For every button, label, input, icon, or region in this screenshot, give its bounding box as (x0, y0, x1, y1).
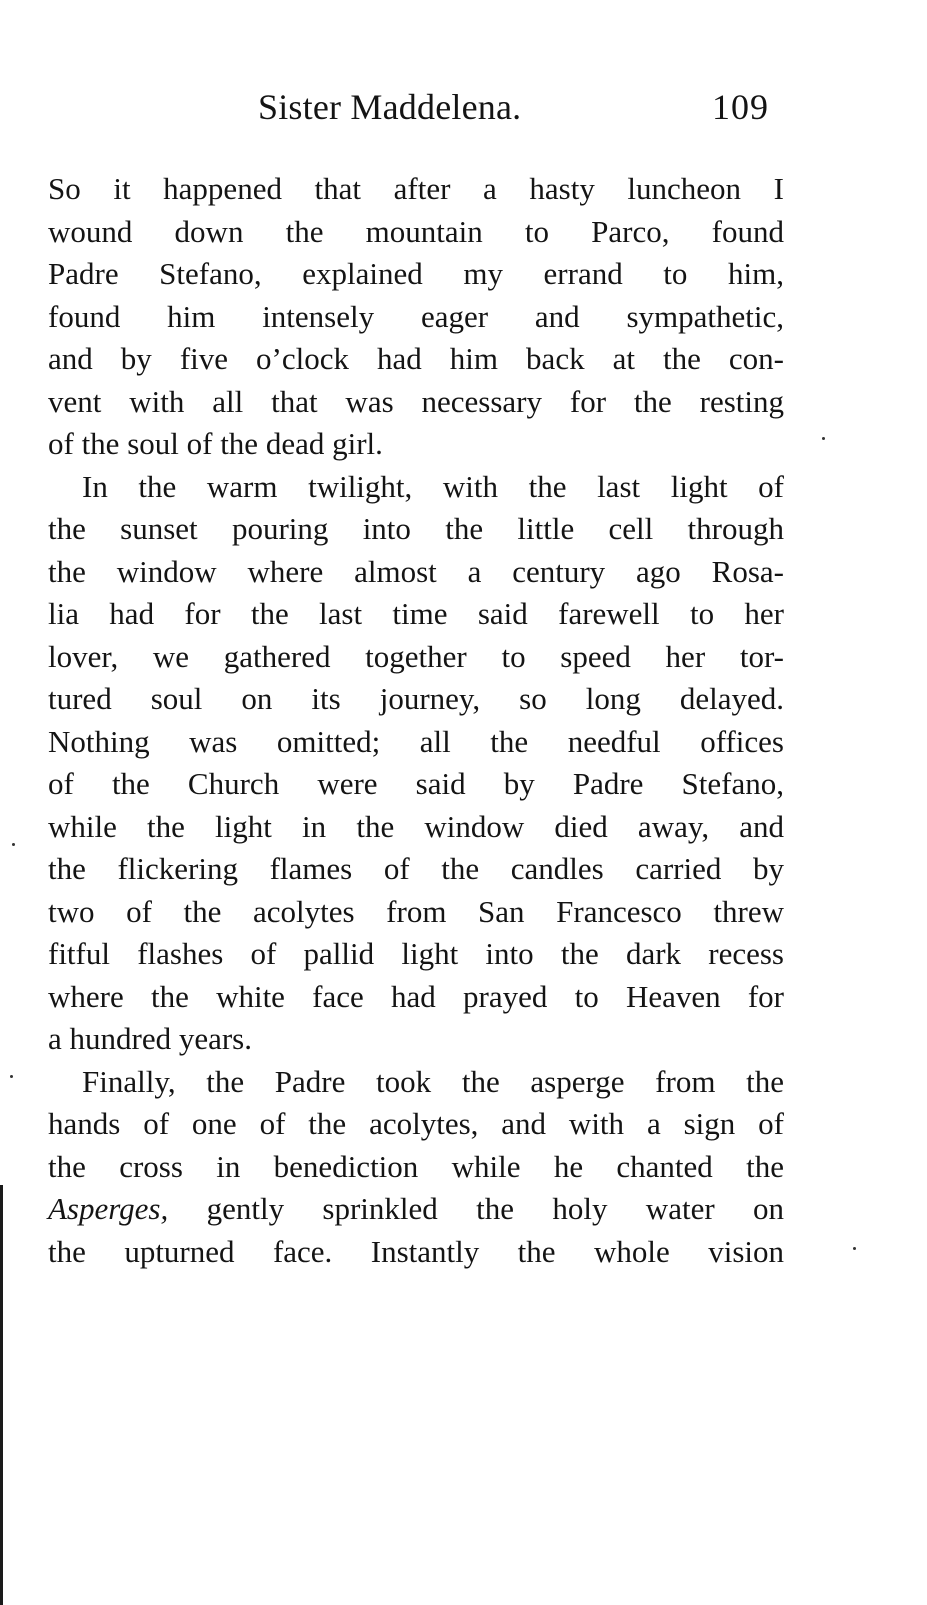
text-line-rest: gently sprinkled the holy water on (168, 1191, 784, 1226)
italic-word-asperges: Asperges, (48, 1191, 169, 1226)
running-head (0, 82, 927, 132)
text-line: Nothing was omitted; all the needful offices (48, 723, 784, 759)
running-title: Sister Maddelena. (258, 87, 522, 127)
text-line: of the soul of the dead girl. (48, 426, 383, 461)
text-line: and by five o’clock had him back at the con- (48, 341, 784, 376)
text-line: the upturned face. Instantly the whole vision (48, 1233, 784, 1269)
text-line: while the light in the window died away, and (48, 808, 784, 844)
text-line: fitful flashes of pallid light into the dark recess (48, 936, 784, 971)
text-line: In the warm twilight, with the last light of (82, 468, 784, 504)
text-line: Padre Stefano, explained my errand to him, (48, 256, 784, 291)
text-line: of the Church were said by Padre Stefano, (48, 766, 784, 801)
text-line: two of the acolytes from San Francesco threw (48, 893, 784, 929)
text-line: vent with all that was necessary for the resting (48, 383, 784, 419)
text-line: wound down the mountain to Parco, found (48, 213, 784, 249)
text-line: So it happened that after a hasty luncheon I (48, 171, 784, 206)
text-line: where the white face had prayed to Heaven for (48, 978, 784, 1014)
scan-speck (853, 1247, 856, 1250)
text-line: lover, we gathered together to speed her tor- (48, 638, 784, 674)
text-line-with-italic (48, 1188, 784, 1231)
text-line: a hundred years. (48, 1021, 252, 1056)
page-number: 109 (712, 87, 769, 127)
scan-margin-line (0, 1185, 3, 1605)
text-line: found him intensely eager and sympathetic, (48, 298, 784, 334)
scan-speck (12, 843, 15, 846)
text-line: the window where almost a century ago Rosa- (48, 553, 784, 589)
body-text (48, 168, 784, 1273)
text-line: the flickering flames of the candles carried by (48, 851, 784, 886)
scan-speck (10, 1075, 13, 1078)
text-line: tured soul on its journey, so long delayed. (48, 681, 784, 716)
text-line: the sunset pouring into the little cell through (48, 511, 784, 546)
text-line: hands of one of the acolytes, and with a sign of (48, 1106, 784, 1141)
text-line: Finally, the Padre took the asperge from the (82, 1063, 784, 1099)
scan-speck (822, 437, 825, 440)
text-line: the cross in benediction while he chanted the (48, 1148, 784, 1184)
text-line: lia had for the last time said farewell to her (48, 596, 784, 631)
